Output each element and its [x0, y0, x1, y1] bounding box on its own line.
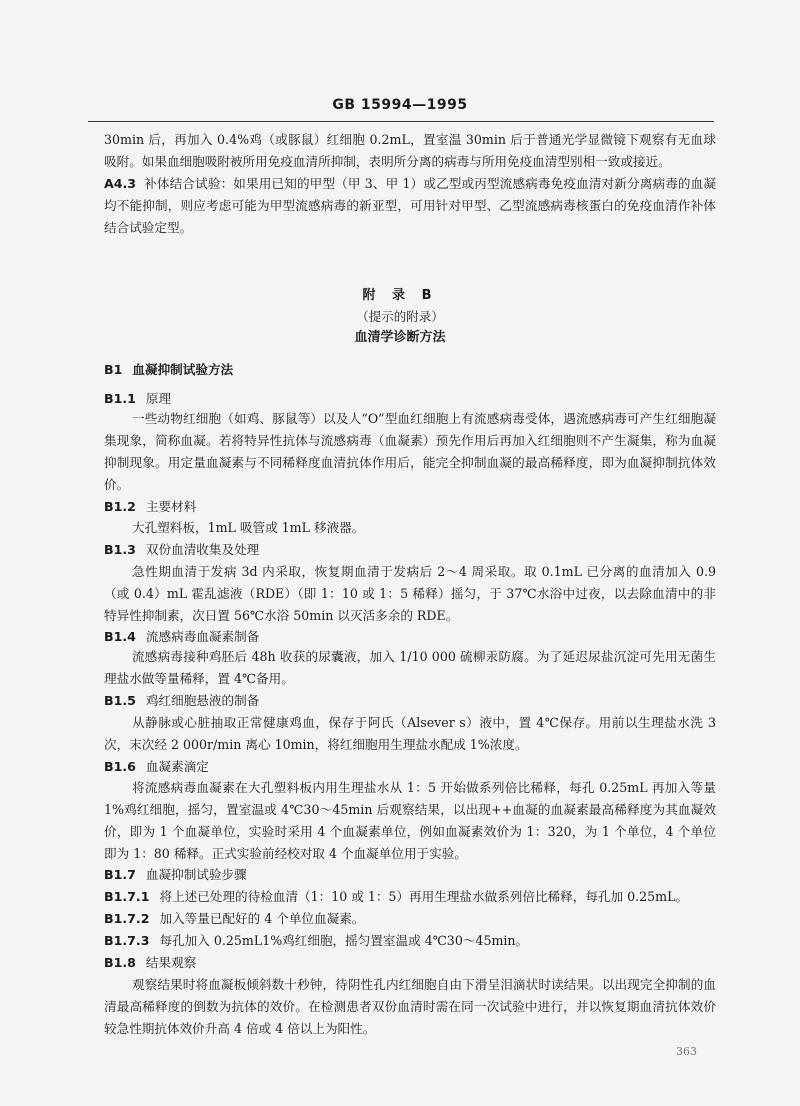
- section-title: 原理: [145, 391, 172, 406]
- section-a43: [104, 173, 716, 239]
- section-number: B1.2: [104, 499, 136, 514]
- section-number: B1.7.3: [104, 933, 150, 948]
- section-text: 每孔加入 0.25mL1%鸡红细胞，摇匀置室温或 4℃30～45min。: [159, 933, 529, 948]
- section-title: 血凝抑制试验步骤: [145, 867, 247, 882]
- section-title: 主要材料: [145, 499, 197, 514]
- header-divider: [88, 121, 714, 122]
- section-heading-b17: [104, 864, 247, 886]
- section-heading-b14: [104, 626, 259, 648]
- section-heading-b1: [104, 359, 233, 381]
- section-number: B1.8: [104, 955, 136, 970]
- section-text: 加入等量已配好的 4 个单位血凝素。: [159, 911, 365, 926]
- section-b173: [104, 930, 716, 952]
- intro-paragraph: 30min 后，再加入 0.4%鸡（或豚鼠）红细胞 0.2mL，置室温 30min 后于普通光学显微镜下观察有无血球吸附。如果血细胞吸附被所用免疫血清所抑制，表明所分离的病毒与所用免疫血清型别相一致或接近。: [104, 132, 716, 169]
- section-body-b13: 急性期血清于发病 3d 内采取，恢复期血清于发病后 2～4 周采取。取 0.1mL 已分离的血清加入 0.9（或 0.4）mL 霍乱滤液（RDE）（即 1：10 或 1：5 稀释）摇匀，于 37℃水浴中过夜，以去除血清中的非特异性抑制素，次日置 56℃水浴 50min 以灭活多余的 RDE。: [104, 564, 716, 623]
- section-number: B1.6: [104, 759, 136, 774]
- section-text: 将上述已处理的待检血清（1：10 或 1：5）再用生理盐水做系列倍比稀释，每孔加 0.25mL。: [159, 889, 689, 904]
- appendix-title: 附 录 B: [362, 288, 438, 303]
- section-body-b12: 大孔塑料板，1mL 吸管或 1mL 移液器。: [132, 520, 365, 535]
- section-number: B1.5: [104, 693, 136, 708]
- appendix-subtitle: （提示的附录）: [356, 309, 444, 324]
- section-number: B1.1: [104, 391, 136, 406]
- section-number: B1.7.2: [104, 911, 150, 926]
- section-heading-b12: [104, 496, 196, 518]
- section-number: B1.7.1: [104, 889, 150, 904]
- standard-code: GB 15994—1995: [332, 97, 468, 113]
- section-body-b16: 将流感病毒血凝素在大孔塑料板内用生理盐水从 1：5 开始做系列倍比稀释，每孔 0.25mL 再加入等量 1%鸡红细胞，摇匀，置室温或 4℃30～45min 后观察结果，以出现++血凝的血凝素最高稀释度为其血凝效价，即为 1 个血凝单位，实验时采用 4 个血凝素单位，例如血凝素效价为 1：320，为 1 个单位，4 个单位即为 1：80 稀释。正式实验前经校对取 4 个血凝单位用于实验。: [104, 780, 716, 861]
- appendix-heading: 血清学诊断方法: [354, 330, 446, 345]
- section-number: B1.4: [104, 629, 136, 644]
- section-number: B1: [104, 362, 123, 377]
- section-title: 结果观察: [145, 955, 197, 970]
- page-number: 363: [676, 1045, 697, 1058]
- section-body-b14: 流感病毒接种鸡胚后 48h 收获的尿囊液，加入 1/10 000 硫柳汞防腐。为了延迟尿盐沉淀可先用无菌生理盐水做等量稀释，置 4℃备用。: [104, 649, 716, 686]
- section-b172: [104, 908, 716, 930]
- section-heading-b18: [104, 952, 196, 974]
- section-number: B1.3: [104, 542, 136, 557]
- section-b171: [104, 886, 716, 908]
- section-title: 双份血清收集及处理: [145, 542, 260, 557]
- section-body-b15: 从静脉或心脏抽取正常健康鸡血，保存于阿氏（Alsever s）液中，置 4℃保存。用前以生理盐水洗 3 次，末次经 2 000r/min 离心 10min，将红细胞用生理盐水配成 1%浓度。: [104, 715, 716, 752]
- section-title: 血凝素滴定: [145, 759, 209, 774]
- section-heading-b16: [104, 756, 209, 778]
- section-heading-b11: [104, 388, 171, 410]
- section-heading-b15: [104, 690, 259, 712]
- section-title: 鸡红细胞悬液的制备: [145, 693, 260, 708]
- section-text: 补体结合试验：如果用已知的甲型（甲 3、甲 1）或乙型或丙型流感病毒免疫血清对新分离病毒的血凝均不能抑制，则应考虑可能为甲型流感病毒的新亚型，可用针对甲型、乙型流感病毒核蛋白的免疫血清作补体结合试验定型。: [104, 176, 716, 235]
- section-number: A4.3: [104, 176, 137, 191]
- section-number: B1.7: [104, 867, 136, 882]
- section-heading-b13: [104, 539, 259, 561]
- section-body-b18: 观察结果时将血凝板倾斜数十秒钟，待阴性孔内红细胞自由下滑呈泪滴状时读结果。以出现完全抑制的血清最高稀释度的倒数为抗体的效价。在检测患者双份血清时需在同一次试验中进行，并以恢复期血清抗体效价较急性期抗体效价升高 4 倍或 4 倍以上为阳性。: [104, 977, 716, 1036]
- section-body-b11: 一些动物红细胞（如鸡、豚鼠等）以及人“O”型血红细胞上有流感病毒受体，遇流感病毒可产生红细胞凝集现象，简称血凝。若将特异性抗体与流感病毒（血凝素）预先作用后再加入红细胞则不产生凝集，称为血凝抑制现象。用定量血凝素与不同稀释度血清抗体作用后，能完全抑制血凝的最高稀释度，即为血凝抑制抗体效价。: [104, 411, 716, 492]
- section-title: 流感病毒血凝素制备: [145, 629, 260, 644]
- section-title: 血凝抑制试验方法: [132, 362, 234, 377]
